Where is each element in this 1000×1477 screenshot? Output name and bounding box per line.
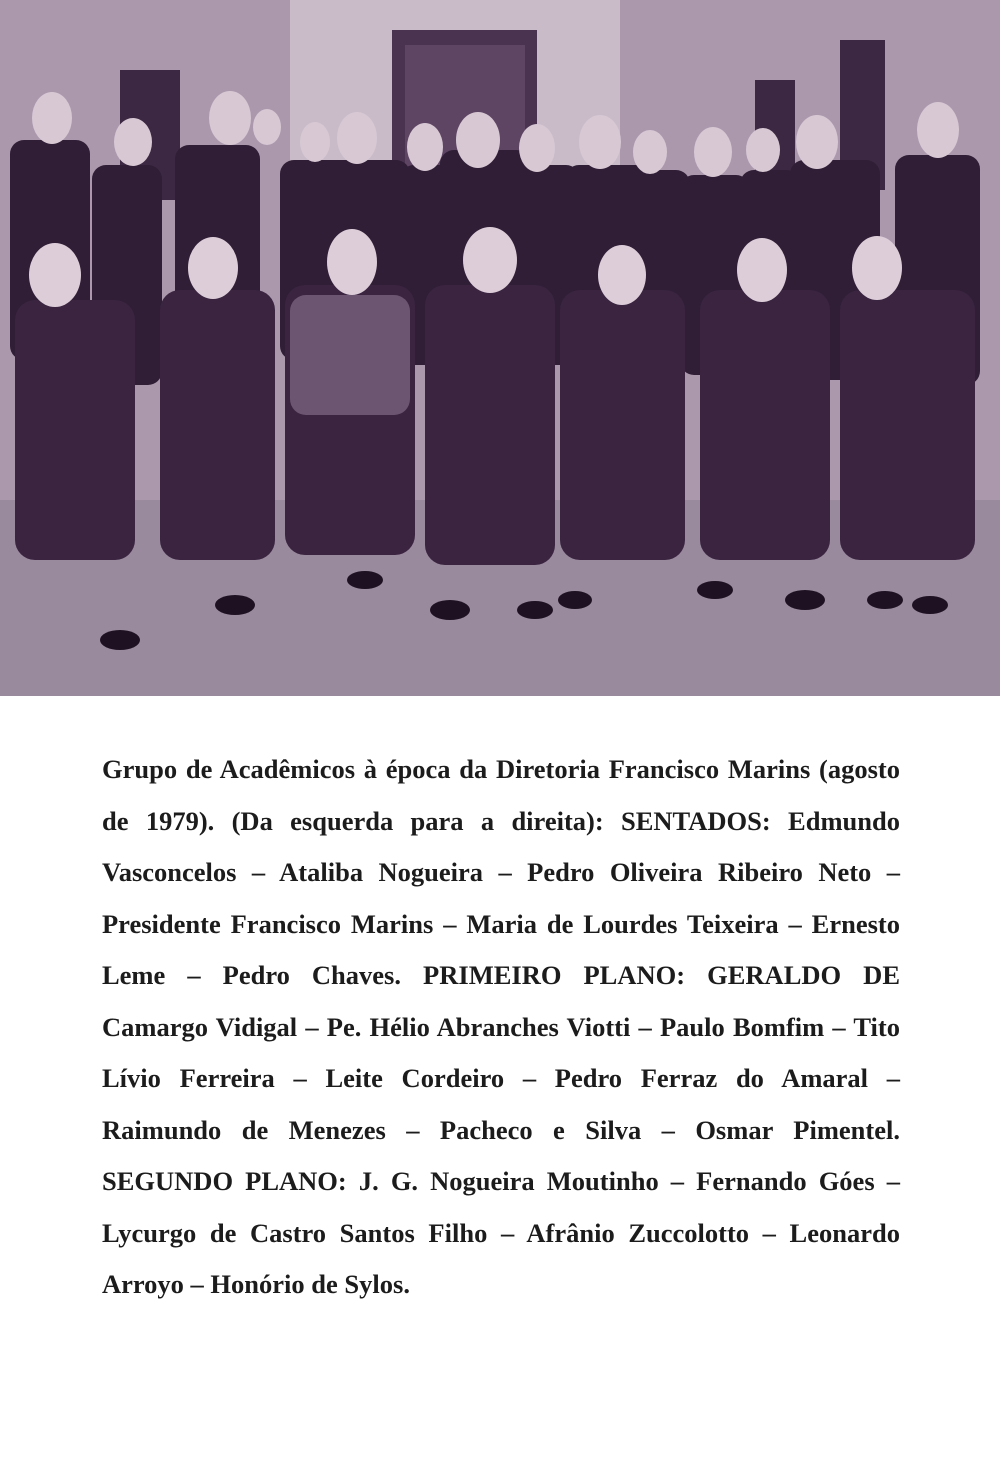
group-portrait-photo: [0, 0, 1000, 696]
photo-caption: Grupo de Acadêmicos à época da Diretoria Francisco Marins (agosto de 1979). (Da esquerda para a direita): SENTADOS: Edmundo Vasconcelos – Ataliba Nogueira – Pedro Oliveira Ribeiro Neto – Presidente Francisco Marins – Maria de Lourdes Teixeira – Ernesto Leme – Pedro Chaves. PRIMEIRO PLANO: GERALDO DE Camargo Vidigal – Pe. Hélio Abranches Viotti – Paulo Bomfim – Tito Lívio Ferreira – Leite Cordeiro – Pedro Ferraz do Amaral – Raimundo de Menezes – Pacheco e Silva – Osmar Pimentel. SEGUNDO PLANO: J. G. Nogueira Moutinho – Fernando Góes – Lycurgo de Castro Santos Filho – Afrânio Zuccolotto – Leonardo Arroyo – Honório de Sylos.: [102, 754, 900, 1299]
group-portrait-illustration: [0, 0, 1000, 696]
